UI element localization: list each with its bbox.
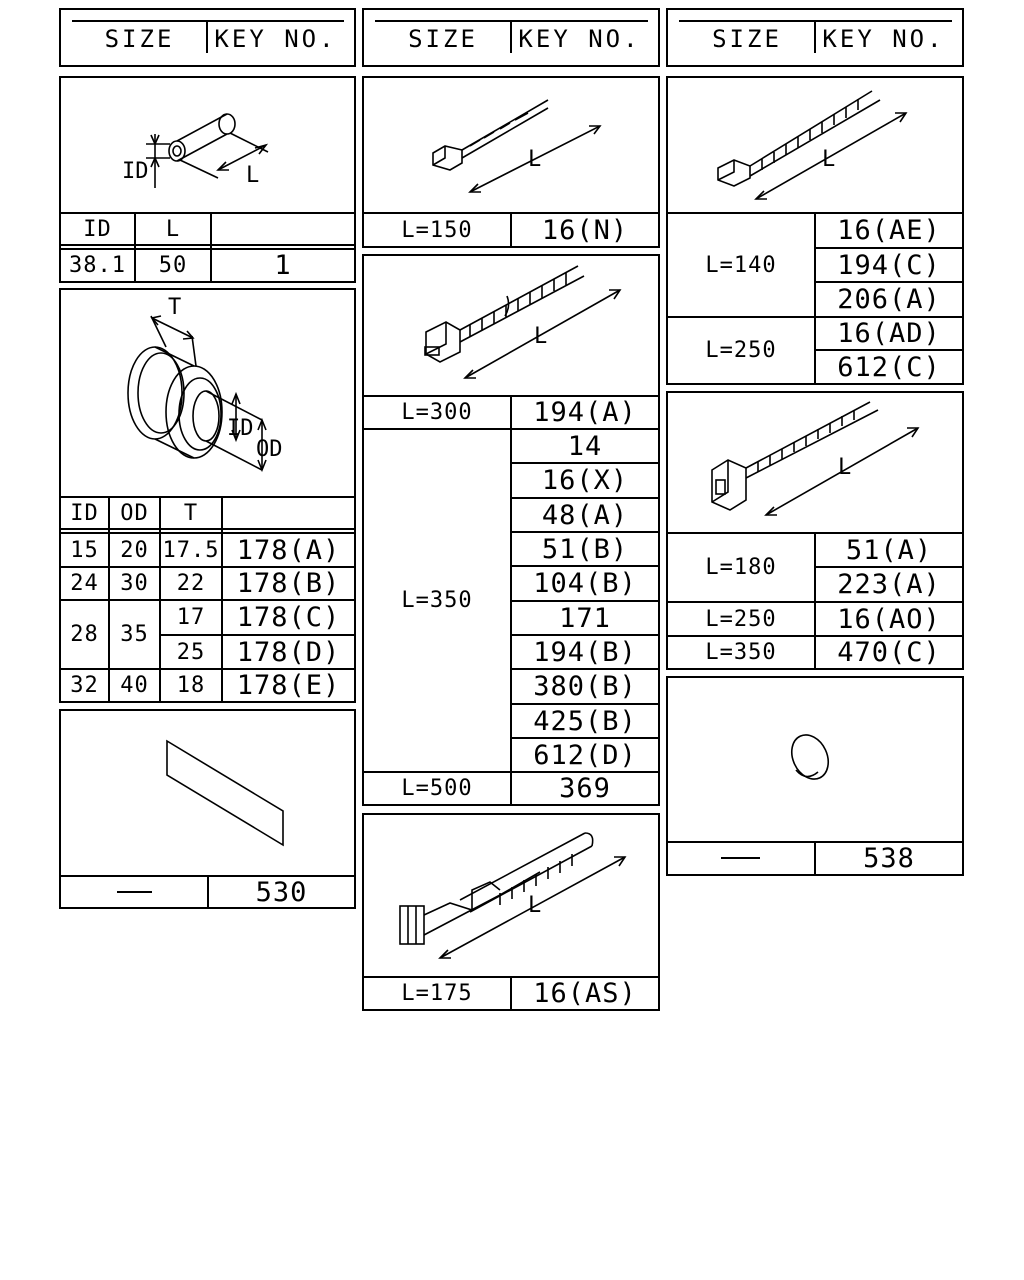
tie-c-key-140-3: 206(A)	[837, 284, 941, 315]
pipe-dim-id: ID	[122, 159, 149, 184]
pipe-id-value: 38.1	[69, 253, 126, 278]
sheet-key: 530	[255, 876, 308, 908]
clip-tie-key: 16(AS)	[533, 978, 637, 1009]
tie-b-key-350-6: 171	[559, 602, 611, 634]
tie-b-size-500: L=500	[401, 776, 473, 801]
grommet-row2-id: 24	[70, 571, 99, 596]
col2-size-header: SIZE	[408, 25, 478, 53]
grommet-row3-key: 178(C)	[236, 602, 341, 633]
mount-tie-dim-l: L	[838, 455, 852, 480]
mount-tie-key-250: 16(AO)	[837, 603, 941, 635]
mount-tie-size-180: L=180	[705, 555, 777, 580]
grommet-row5-t: 18	[176, 673, 206, 698]
tie-b-key-350-2: 16(X)	[541, 465, 629, 496]
tie-c-drawing	[718, 91, 906, 199]
sheet-drawing	[167, 741, 283, 845]
tie-b-key-500: 369	[559, 773, 611, 804]
clip-tie-dim-l: L	[528, 893, 542, 918]
tie-b-key-350-9: 425(B)	[533, 705, 637, 737]
grommet-row3-id: 28	[70, 622, 99, 647]
grommet-header-t: T	[183, 500, 199, 526]
mount-tie-size-350: L=350	[705, 640, 777, 665]
tie-a-drawing	[433, 100, 600, 192]
mount-tie-drawing	[712, 402, 918, 515]
grommet-row1-key: 178(A)	[236, 534, 341, 566]
grommet-header-id: ID	[70, 500, 99, 526]
tie-c-key-140-1: 16(AE)	[837, 215, 941, 246]
tie-b-key-350-8: 380(B)	[533, 671, 637, 702]
tie-c-key-140-2: 194(C)	[837, 249, 941, 281]
grommet-row3-t: 17	[176, 605, 206, 630]
grommet-row5-key: 178(E)	[236, 670, 341, 701]
tie-b-key-350-3: 48(A)	[541, 499, 629, 531]
grommet-row2-od: 30	[120, 571, 149, 596]
tie-c-size-140: L=140	[705, 252, 777, 278]
tie-b-drawing	[425, 266, 620, 378]
pipe-l-value: 50	[158, 253, 188, 278]
grommet-row3-od: 35	[120, 622, 149, 647]
col2-key-header: KEY NO.	[518, 25, 641, 53]
tie-a-dim-l: L	[528, 147, 542, 172]
grommet-row1-t: 17.5	[162, 537, 220, 563]
grommet-row4-key: 178(D)	[236, 636, 341, 668]
tie-a-size: L=150	[401, 217, 473, 243]
col1-key-header: KEY NO.	[214, 25, 337, 53]
pipe-header-l: L	[165, 216, 181, 242]
mount-tie-size-250: L=250	[705, 606, 777, 632]
tie-a-key: 16(N)	[541, 214, 629, 246]
tie-b-key-350-5: 104(B)	[533, 568, 637, 599]
mount-tie-key-180-2: 223(A)	[837, 569, 941, 600]
tie-b-key-350-1: 14	[567, 430, 603, 462]
tie-b-key-350-10: 612(D)	[533, 739, 637, 771]
plug-key: 538	[863, 843, 915, 874]
grommet-dim-t: T	[168, 295, 182, 320]
grommet-header-od: OD	[120, 500, 149, 526]
col3-key-header: KEY NO.	[822, 25, 945, 53]
pipe-dim-l: L	[246, 163, 260, 188]
grommet-row5-id: 32	[70, 673, 99, 698]
clip-tie-size: L=175	[401, 981, 473, 1006]
tie-b-dim-l: L	[534, 324, 548, 349]
col3-size-header: SIZE	[712, 25, 782, 53]
tie-c-dim-l: L	[822, 147, 836, 172]
tie-b-size-350: L=350	[401, 588, 473, 613]
col1-size-header: SIZE	[104, 25, 175, 53]
tie-b-key-350-7: 194(B)	[533, 636, 637, 668]
grommet-drawing	[128, 316, 266, 470]
tie-c-size-250: L=250	[705, 338, 777, 363]
mount-tie-key-350: 470(C)	[837, 637, 941, 668]
grommet-row1-id: 15	[70, 537, 99, 563]
tie-b-size-300: L=300	[401, 400, 473, 425]
grommet-row1-od: 20	[120, 537, 149, 563]
mount-tie-key-180-1: 51(A)	[845, 534, 933, 566]
grommet-row4-t: 25	[176, 639, 206, 665]
pipe-key-value: 1	[274, 250, 292, 281]
grommet-dim-od: OD	[256, 437, 283, 462]
grommet-dim-id: ID	[227, 416, 254, 441]
grommet-row5-od: 40	[120, 673, 149, 698]
pipe-header-id: ID	[83, 216, 112, 242]
tie-c-key-250-1: 16(AD)	[837, 318, 941, 349]
clip-tie-drawing	[400, 833, 625, 958]
tie-b-key-300: 194(A)	[533, 397, 637, 428]
tie-b-key-350-4: 51(B)	[541, 533, 629, 565]
grommet-row2-t: 22	[176, 571, 206, 596]
plug-drawing	[785, 729, 835, 785]
tie-c-key-250-2: 612(C)	[837, 351, 941, 383]
grommet-row2-key: 178(B)	[236, 568, 341, 599]
